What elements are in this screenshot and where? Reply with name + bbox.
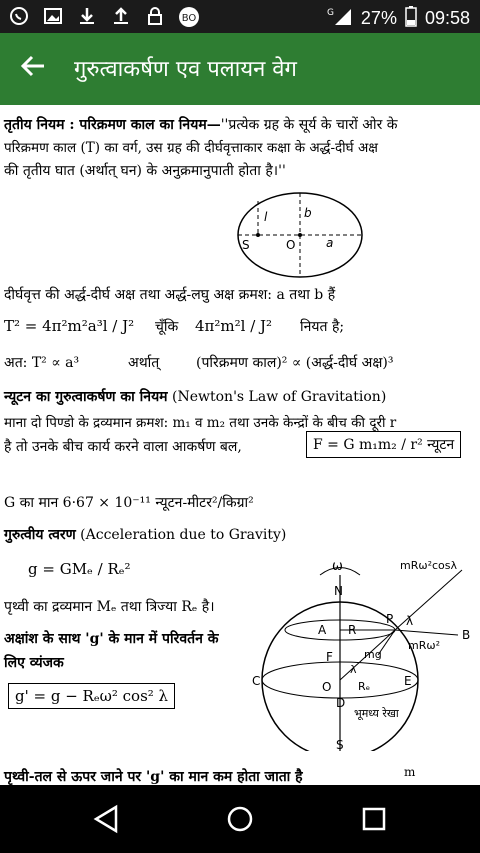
svg-text:G: G [326,8,334,18]
download-icon [76,6,98,28]
page-title: गुरुत्वाकर्षण एव पलायन वेग [74,57,297,82]
g-formula: g = GMₑ / Rₑ² [28,560,131,578]
document-page [0,105,480,785]
label-S: S [242,238,250,252]
lock-icon [144,6,166,28]
earth-text: पृथ्वी का द्रव्यमान Mₑ तथा त्रिज्या Rₑ है। [4,599,215,615]
label-O: O [322,680,332,694]
lat-title-2: लिए व्यंजक [4,655,64,671]
law3-text-2: परिक्रमण काल (T) का वर्ग, उस ग्रह की दीर्घवृत्ताकार कक्षा के अर्द्ध-दीर्घ अक्ष [4,140,378,156]
label-lambda: λ [406,614,414,628]
label-C: C [252,674,261,688]
home-nav-icon[interactable] [224,803,264,835]
app-bar [0,33,480,105]
depth-title: पृथ्वी-तल से ऊपर जाने पर 'g' का मान कम होता जाता है [4,769,303,785]
battery-percent: 27% [360,8,397,28]
gravity-title-en: (Acceleration due to Gravity) [80,527,287,543]
label-S: S [336,738,344,751]
label-R: R [348,623,357,637]
newton-text-2: है तो उनके बीच कार्य करने वाला आकर्षण बल, [4,439,242,455]
back-arrow-icon[interactable] [18,51,54,87]
label-E: E [404,674,412,688]
upload-icon [110,6,132,28]
label-O: O [286,238,296,252]
label-mg: mg [364,648,382,661]
eq1-end: नियत है; [300,319,345,335]
bo-badge-icon [178,6,200,28]
axes-line: दीर्घवृत्त की अर्द्ध-दीर्घ अक्ष तथा अर्द्ध-लघु अक्ष क्रमश: a तथा b हैं [4,287,336,303]
status-bar [0,0,480,33]
navigation-bar [0,785,480,853]
law3-text-3: की तृतीय घात (अर्थात् घन) के अनुक्रमानुपाती होता है।'' [4,163,286,179]
label-B: B [462,628,471,642]
newton-title: न्यूटन का गुरुत्वाकर्षण का नियम [4,389,168,405]
gravity-title: गुरुत्वीय त्वरण [4,527,76,543]
eq2: अत: T² ∝ a³ [4,355,80,371]
g-value: G का मान 6·67 × 10⁻¹¹ न्यूटन-मीटर²/किग्रा² [4,495,254,511]
label-mRw2: mRω² [408,639,440,652]
label-equator: भूमध्य रेखा [354,707,399,720]
label-a: a [326,236,334,250]
law3-text-1: ''प्रत्येक ग्रह के सूर्य के चारों ओर के [220,117,398,133]
eq1-left: T² = 4π²m²a³l / J² [4,317,135,335]
label-P: P [386,612,394,626]
label-top-force: mRω²cosλ [400,559,457,572]
clock: 09:58 [424,8,470,28]
label-lambda-2: λ [350,663,357,676]
newton-text-1: माना दो पिण्डो के द्रव्यमान क्रमश: m₁ व m₂ तथा उनके केन्द्रों के बीच की दूरी r [4,415,397,431]
eq2-arth: अर्थात् [128,355,160,371]
label-N: N [334,584,343,598]
label-D: D [336,696,346,710]
signal-icon [327,5,353,32]
label-F: F [326,650,333,664]
label-m: m [404,765,416,779]
image-icon [42,6,64,28]
label-Re: Rₑ [358,680,371,693]
back-nav-icon[interactable] [90,803,130,835]
battery-icon [405,5,417,32]
recents-nav-icon[interactable] [358,803,398,835]
lat-formula-box: g' = g − Rₑω² cos² λ [8,683,175,709]
label-A: A [318,623,327,637]
ellipse-orbit-diagram [228,183,368,283]
label-omega: ω [332,559,343,574]
label-b: b [304,206,312,220]
whatsapp-icon [8,6,30,28]
newton-title-en: (Newton's Law of Gravitation) [172,389,387,405]
label-l: l [264,210,268,224]
law3-title: तृतीय नियम : परिक्रमण काल का नियम— [4,117,221,133]
newton-formula-box: F = G m₁m₂ / r² न्यूटन [306,431,461,458]
svg-text:BO: BO [181,13,197,24]
lat-title-1: अक्षांश के साथ 'g' के मान में परिवर्तन के [4,631,219,647]
eq1-right: 4π²m²l / J² [195,317,273,335]
earth-rotation-diagram [250,555,478,751]
eq1-mid: चूँकि [155,319,179,335]
eq2-right: (परिक्रमण काल)² ∝ (अर्द्ध-दीर्घ अक्ष)³ [196,355,394,371]
